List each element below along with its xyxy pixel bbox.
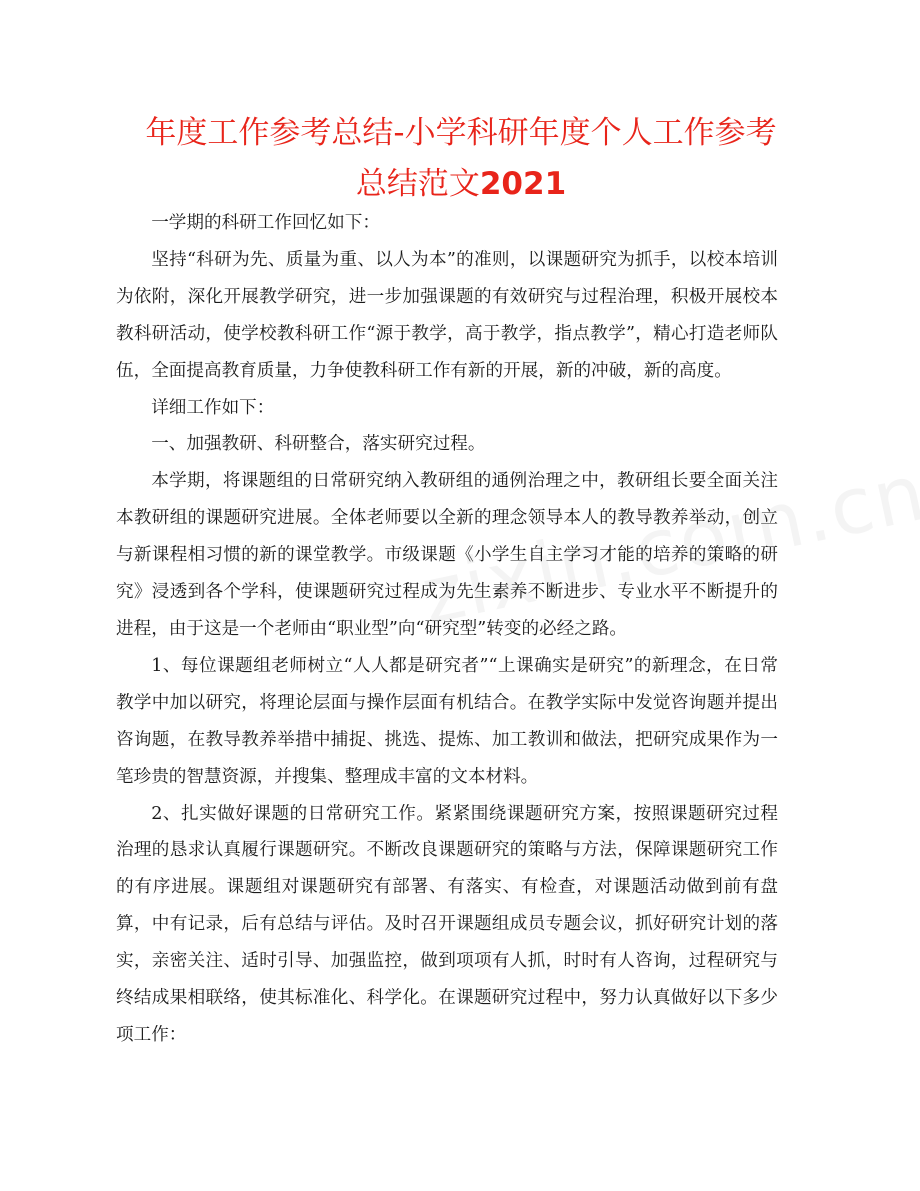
document-body: [116, 205, 778, 1054]
paragraph-details-heading: 详细工作如下：: [151, 397, 275, 418]
title-line-2-prefix: 总结范文: [355, 166, 480, 202]
title-line-1: 年度工作参考总结-小学科研年度个人工作参考: [145, 115, 777, 151]
paragraph-principles: 坚持“科研为先、质量为重、以人为本”的准则，以课题研究为抓手，以校本培训为依附，深化开展教学研究，进一步加强课题的有效研究与过程治理，积极开展校本教科研活动，使学校教科研工作“源于教学，高于教学，指点教学”，精心打造老师队伍，全面提高教育质量，力争使教科研工作有新的开展，新的冲破，新的高度。: [116, 249, 778, 381]
paragraph-item-2: 2、扎实做好课题的日常研究工作。紧紧围绕课题研究方案，按照课题研究过程治理的恳求认真履行课题研究。不断改良课题研究的策略与方法，保障课题研究工作的有序进展。课题组对课题研究有部署、有落实、有检查，对课题活动做到前有盘算，中有记录，后有总结与评估。及时召开课题组成员专题会议，抓好研究计划的落实，亲密关注、适时引导、加强监控，做到项项有人抓，时时有人咨询，过程研究与终结成果相联络，使其标准化、科学化。在课题研究过程中，努力认真做好以下多少项工作：: [116, 803, 778, 1045]
page-title: [118, 108, 804, 210]
paragraph-item-1: 1、每位课题组老师树立“人人都是研究者”“上课确实是研究”的新理念，在日常教学中加以研究，将理论层面与操作层面有机结合。在教学实际中发觉咨询题并提出咨询题，在教导教养举措中捕捉、挑选、提炼、加工教训和做法，把研究成果作为一笔珍贵的智慧资源，并搜集、整理成丰富的文本材料。: [116, 655, 778, 787]
title-year: 2021: [479, 166, 567, 202]
section-heading-1: 一、加强教研、科研整合，落实研究过程。: [151, 434, 486, 455]
paragraph-intro: 一学期的科研工作回忆如下：: [151, 213, 380, 233]
paragraph-semester: 本学期，将课题组的日常研究纳入教研组的通例治理之中，教研组长要全面关注本教研组的课题研究进展。全体老师要以全新的理念领导本人的教导教养举动，创立与新课程相习惯的新的课堂教学。市级课题《小学生自主学习才能的培养的策略的研究》浸透到各个学科，使课题研究过程成为先生素养不断进步、专业水平不断提升的进程，由于这是一个老师由“职业型”向“研究型”转变的必经之路。: [116, 471, 778, 639]
